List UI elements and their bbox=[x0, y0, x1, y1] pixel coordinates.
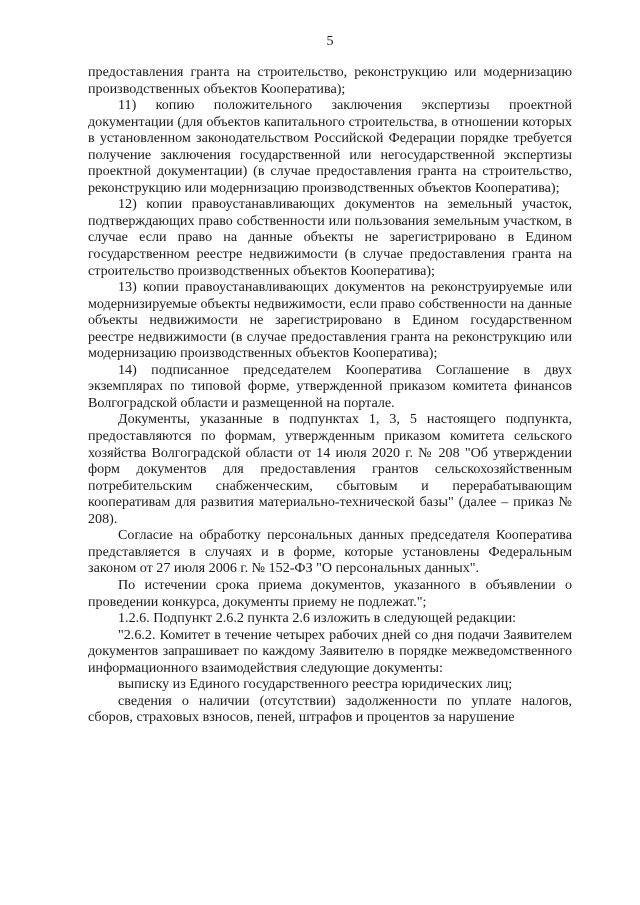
page-number: 5 bbox=[326, 34, 334, 49]
paragraph: сведения о наличии (отсутствии) задолженности по уплате налогов, сборов, страховых взносов, пеней, штрафов и процентов за нарушение bbox=[88, 692, 572, 726]
paragraph: Документы, указанные в подпунктах 1, 3, 5 настоящего подпункта, предоставляются по формам, утвержденным приказом комитета сельского хозяйства Волгоградской области от 14 июля 2020 г. № 208 "Об утверждении форм документов для предоставления грантов сельскохозяйственным потребительским снабженческим, сбытовым и перерабатывающим кооперативам для развития материально-технической базы" (далее – приказ № 208). bbox=[88, 411, 572, 527]
paragraph: Согласие на обработку персональных данных председателя Кооператива представляется в случаях и в форме, которые установлены Федеральным законом от 27 июля 2006 г. № 152-ФЗ "О персональных данных". bbox=[88, 527, 572, 577]
paragraph: "2.6.2. Комитет в течение четырех рабочих дней со дня подачи Заявителем документов запрашивает по каждому Заявителю в порядке межведомственного информационного взаимодействия следующие документы: bbox=[88, 626, 572, 676]
paragraph: 11) копию положительного заключения экспертизы проектной документации (для объектов капитального строительства, в отношении которых в установленном законодательством Российской Федерации порядке требуется получение заключения государственной или негосударственной экспертизы проектной документации) (в случае предоставления гранта на строительство, реконструкцию или модернизацию производственных объектов Кооператива); bbox=[88, 97, 572, 196]
document-body bbox=[88, 64, 572, 726]
paragraph: выписку из Единого государственного реестра юридических лиц; bbox=[118, 676, 513, 693]
paragraph: 13) копии правоустанавливающих документов на реконструируемые или модернизируемые объекты недвижимости, если право собственности на данные объекты недвижимости не зарегистрировано в Едином государственном реестре недвижимости (в случае предоставления гранта на реконструкцию или модернизацию производственных объектов Кооператива); bbox=[88, 279, 572, 362]
paragraph: предоставления гранта на строительство, реконструкцию или модернизацию производственных объектов Кооператива); bbox=[88, 64, 572, 97]
paragraph: 14) подписанное председателем Кооператива Соглашение в двух экземплярах по типовой форме, утвержденной приказом комитета финансов Волгоградской области и размещенной на портале. bbox=[88, 361, 572, 411]
paragraph: 1.2.6. Подпункт 2.6.2 пункта 2.6 изложить в следующей редакции: bbox=[118, 610, 517, 627]
paragraph: По истечении срока приема документов, указанного в объявлении о проведении конкурса, документы приему не подлежат."; bbox=[88, 576, 572, 610]
paragraph: 12) копии правоустанавливающих документов на земельный участок, подтверждающих право собственности или пользования земельным участком, в случае если право на данные объекты не зарегистрировано в Едином государственном реестре недвижимости (в случае предоставления гранта на строительство производственных объектов Кооператива); bbox=[88, 196, 572, 279]
